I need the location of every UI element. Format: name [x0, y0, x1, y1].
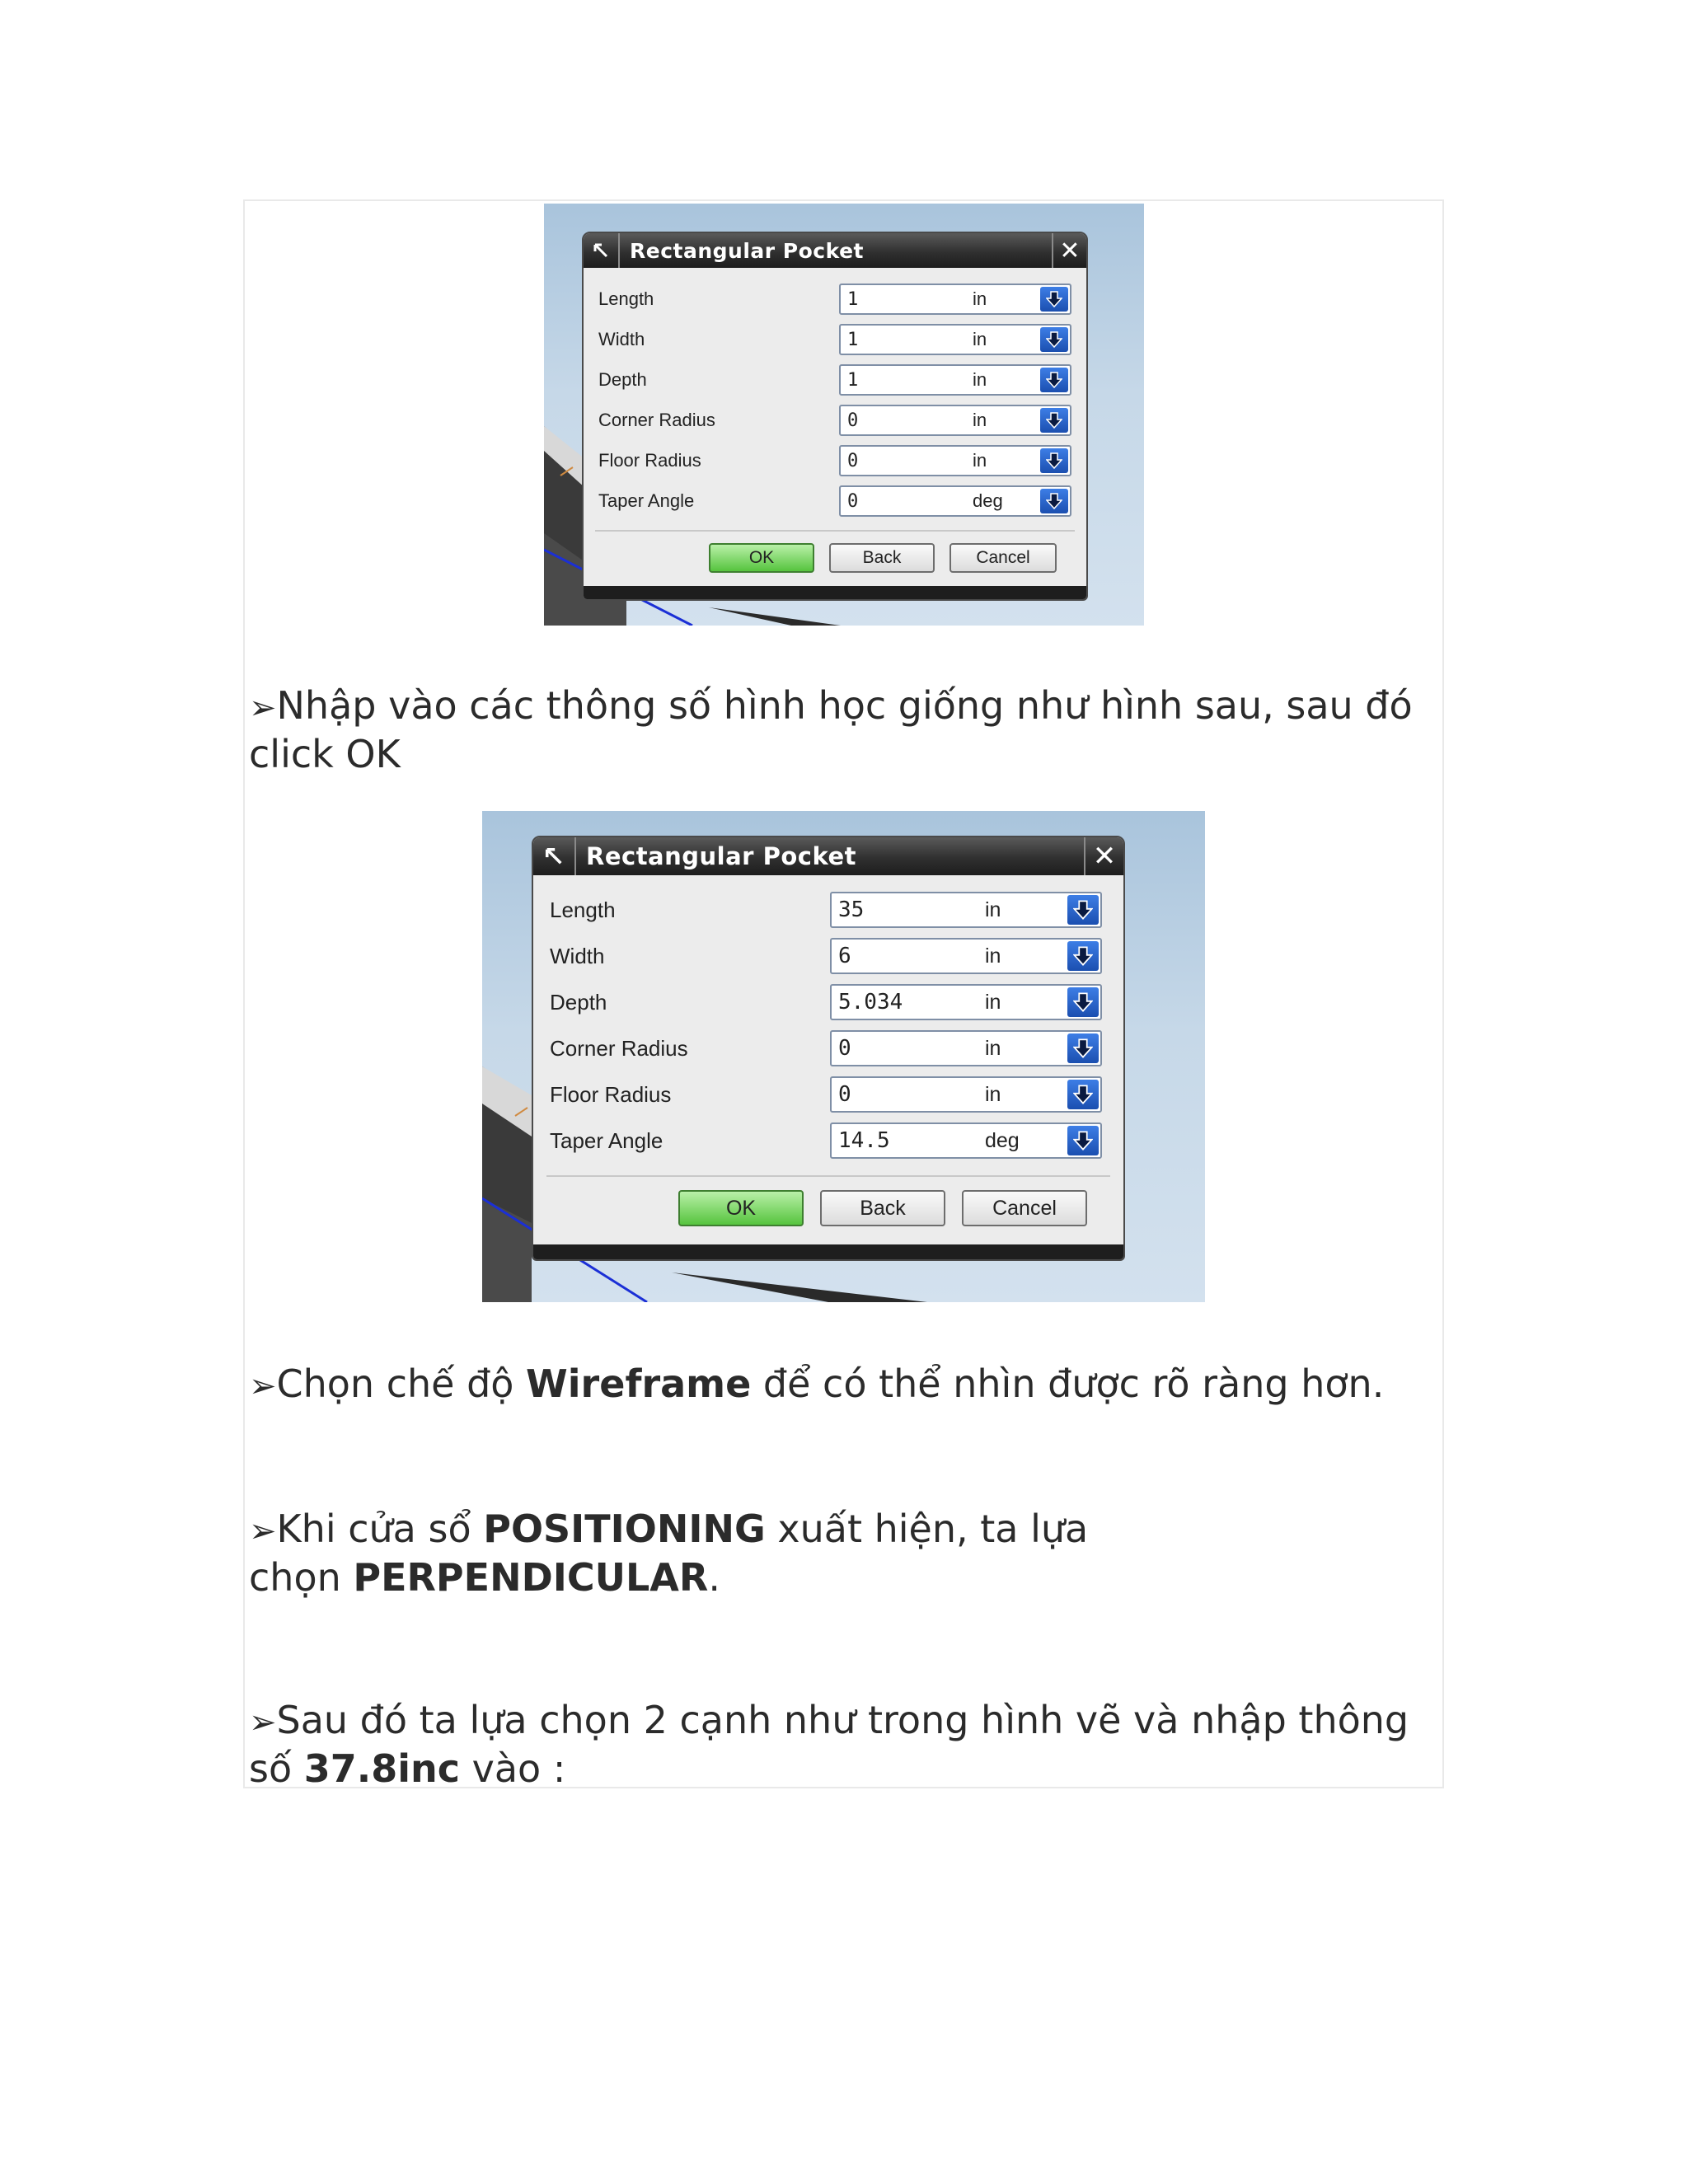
screenshot-2	[482, 811, 1205, 1302]
dialog-footer-bar	[533, 1244, 1123, 1259]
param-row-floor-radius: Floor Radius 0 in	[584, 443, 1086, 478]
depth-input[interactable]: 5.034 in	[830, 984, 1102, 1020]
cancel-button[interactable]: Cancel	[950, 543, 1057, 573]
arrow-bullet-icon: ➢	[249, 689, 277, 727]
unit-dropdown-icon[interactable]	[1067, 1080, 1099, 1109]
dialog-footer-bar	[584, 586, 1086, 599]
instruction-paragraph-4: ➢Sau đó ta lựa chọn 2 cạnh như trong hình vẽ và nhập thông số 37.8inc vào :	[249, 1698, 1409, 1791]
arrow-bullet-icon: ➢	[249, 1367, 277, 1405]
instruction-paragraph-1: ➢Nhập vào các thông số hình học giống như hình sau, sau đó click OK	[249, 683, 1413, 776]
length-input[interactable]: 1 in	[839, 284, 1071, 315]
separator	[546, 1175, 1110, 1177]
ok-button[interactable]: OK	[678, 1190, 804, 1226]
unit-dropdown-icon[interactable]	[1040, 489, 1068, 513]
param-label: Length	[550, 897, 616, 922]
param-row-width: Width 1 in	[584, 322, 1086, 357]
instruction-paragraph-2: ➢Chọn chế độ Wireframe để có thể nhìn được rõ ràng hơn.	[249, 1361, 1385, 1406]
pin-icon[interactable]	[584, 233, 620, 268]
length-input[interactable]: 35 in	[830, 892, 1102, 928]
param-row-depth: Depth 5.034 in	[533, 982, 1123, 1022]
unit-dropdown-icon[interactable]	[1067, 941, 1099, 971]
param-row-length	[584, 282, 1086, 316]
close-icon[interactable]: ✕	[1052, 233, 1086, 268]
param-row-corner-radius: Corner Radius 0 in	[533, 1029, 1123, 1068]
pin-icon[interactable]	[533, 837, 576, 875]
corner-radius-input[interactable]: 0 in	[830, 1030, 1102, 1066]
param-row-length	[533, 890, 1123, 930]
param-row-width: Width 6 in	[533, 936, 1123, 976]
arrow-bullet-icon: ➢	[249, 1704, 277, 1741]
unit-dropdown-icon[interactable]	[1040, 368, 1068, 392]
unit-dropdown-icon[interactable]	[1067, 895, 1099, 925]
corner-radius-input[interactable]: 0 in	[839, 405, 1071, 436]
width-input[interactable]: 6 in	[830, 938, 1102, 974]
dialog-title: Rectangular Pocket	[630, 238, 864, 263]
back-button[interactable]: Back	[829, 543, 935, 573]
depth-input[interactable]: 1 in	[839, 364, 1071, 396]
param-label: Length	[598, 288, 654, 309]
dialog-titlebar	[533, 837, 1123, 875]
floor-radius-input[interactable]: 0 in	[839, 445, 1071, 476]
cancel-button[interactable]: Cancel	[962, 1190, 1087, 1226]
taper-angle-input[interactable]: 14.5 deg	[830, 1122, 1102, 1159]
unit-dropdown-icon[interactable]	[1067, 1033, 1099, 1063]
unit-dropdown-icon[interactable]	[1040, 327, 1068, 352]
rectangular-pocket-dialog	[582, 232, 1088, 601]
param-row-taper-angle: Taper Angle 14.5 deg	[533, 1121, 1123, 1160]
dialog-titlebar	[584, 233, 1086, 268]
unit-dropdown-icon[interactable]	[1040, 408, 1068, 433]
separator	[595, 530, 1075, 532]
unit-dropdown-icon[interactable]	[1040, 287, 1068, 312]
param-row-corner-radius: Corner Radius 0 in	[584, 403, 1086, 438]
ok-button[interactable]: OK	[709, 543, 814, 573]
taper-angle-input[interactable]: 0 deg	[839, 485, 1071, 517]
instruction-paragraph-3: ➢Khi cửa sổ POSITIONING xuất hiện, ta lựa chọn PERPENDICULAR.	[249, 1507, 1089, 1600]
unit-dropdown-icon[interactable]	[1067, 1126, 1099, 1155]
screenshot-1	[544, 204, 1144, 626]
unit-dropdown-icon[interactable]	[1040, 448, 1068, 473]
arrow-bullet-icon: ➢	[249, 1512, 277, 1550]
dialog-title: Rectangular Pocket	[586, 842, 856, 870]
floor-radius-input[interactable]: 0 in	[830, 1076, 1102, 1113]
rectangular-pocket-dialog	[532, 836, 1125, 1261]
param-row-depth: Depth 1 in	[584, 363, 1086, 397]
close-icon[interactable]: ✕	[1084, 837, 1123, 875]
unit-dropdown-icon[interactable]	[1067, 987, 1099, 1017]
param-row-taper-angle: Taper Angle 0 deg	[584, 484, 1086, 518]
back-button[interactable]: Back	[820, 1190, 945, 1226]
width-input[interactable]: 1 in	[839, 324, 1071, 355]
param-row-floor-radius: Floor Radius 0 in	[533, 1075, 1123, 1114]
